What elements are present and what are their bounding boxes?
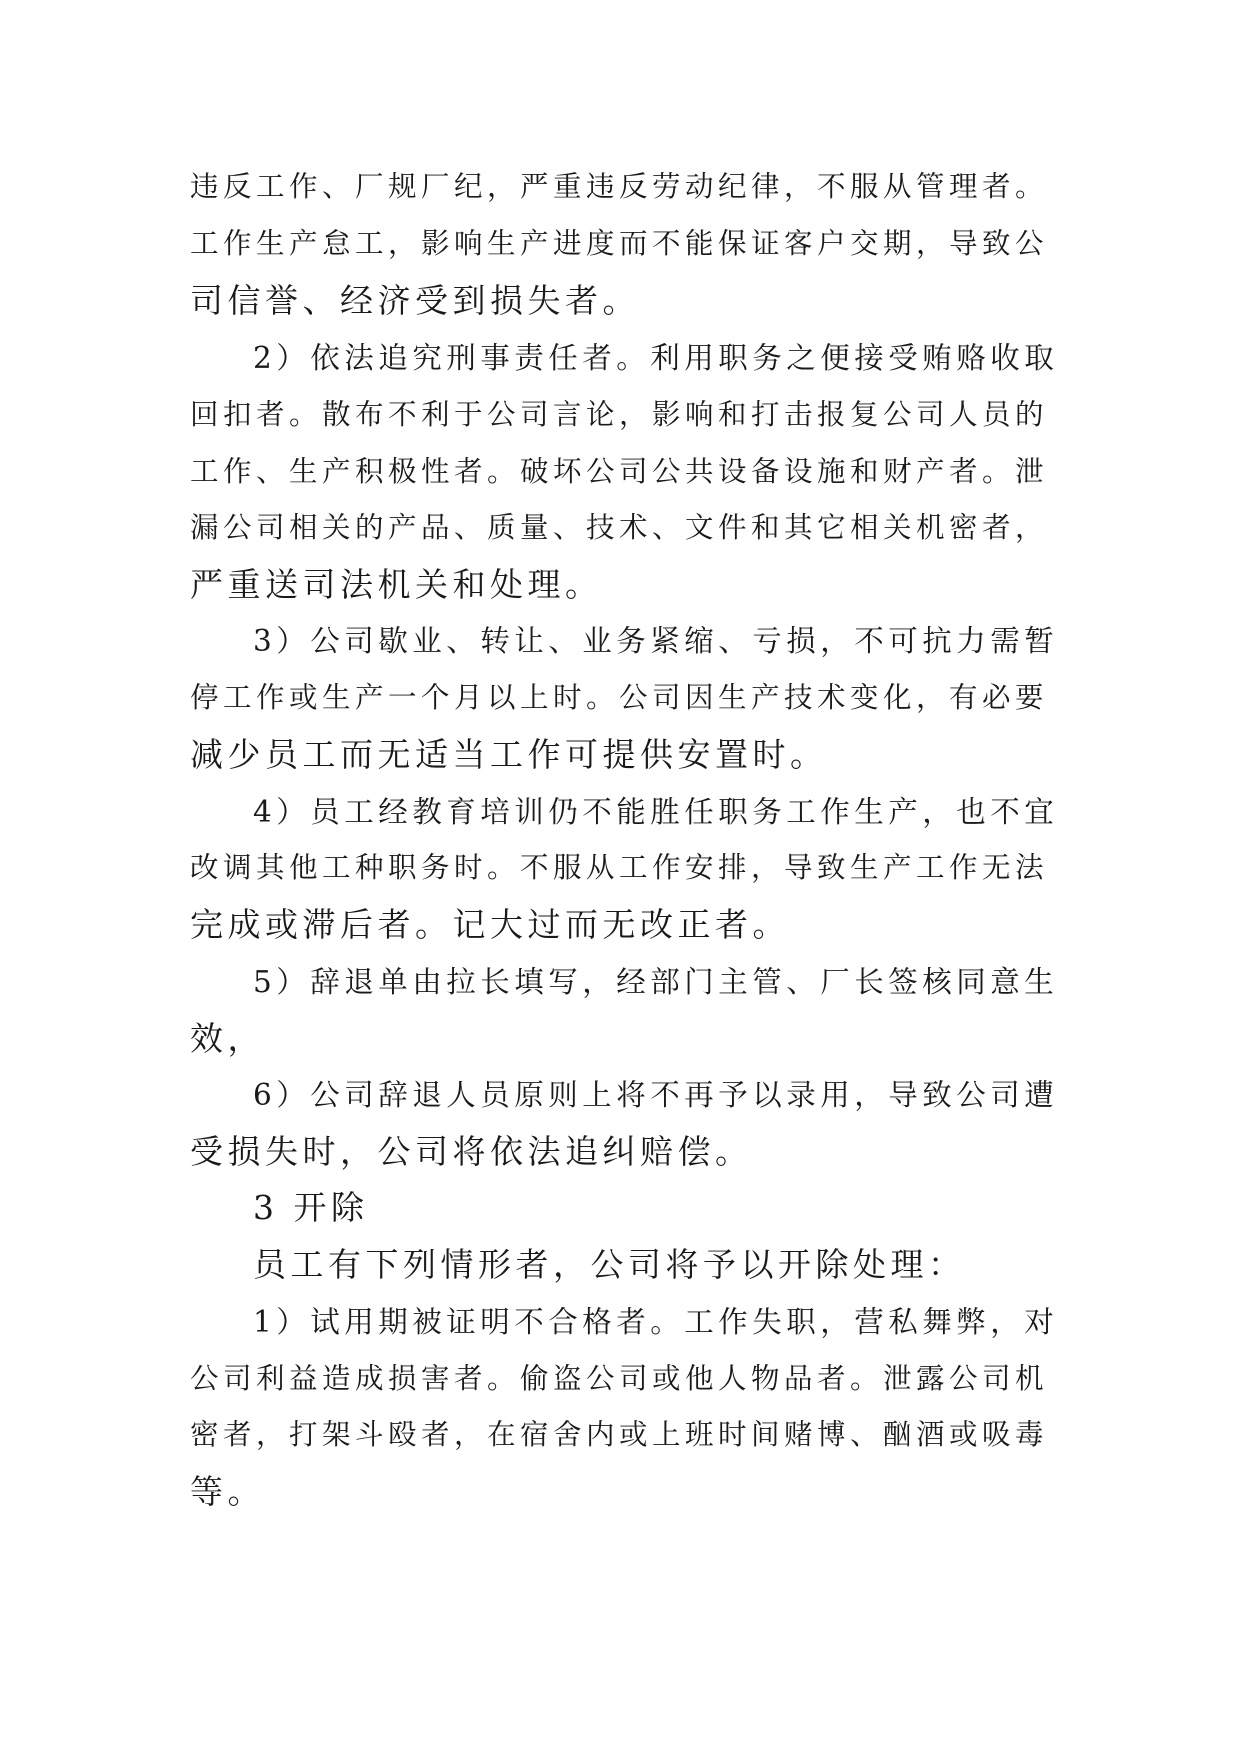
text-line: 6）公司辞退人员原则上将不再予以录用，导致公司遭 [253, 1078, 1059, 1112]
text-line: 违反工作、厂规厂纪，严重违反劳动纪律，不服从管理者。 [190, 170, 1049, 203]
text-line: 漏公司相关的产品、质量、技术、文件和其它相关机密者， [190, 511, 1049, 544]
text-line: 3）公司歇业、转让、业务紧缩、亏损，不可抗力需暂 [253, 624, 1059, 658]
text-line: 工作生产怠工，影响生产进度而不能保证客户交期，导致公 [190, 227, 1049, 260]
text-line: 密者，打架斗殴者，在宿舍内或上班时间赌博、酗酒或吸毒 [190, 1418, 1049, 1451]
text-line: 5）辞退单由拉长填写，经部门主管、厂长签核同意生 [253, 965, 1059, 999]
text-line: 回扣者。散布不利于公司言论，影响和打击报复公司人员的 [190, 398, 1049, 431]
text-line: 2）依法追究刑事责任者。利用职务之便接受贿赂收取 [253, 341, 1059, 375]
text-line: 1）试用期被证明不合格者。工作失职，营私舞弊，对 [253, 1305, 1059, 1339]
text-line: 受损失时，公司将依法追纠赔偿。 [190, 1132, 753, 1171]
text-line: 等。 [190, 1472, 265, 1511]
text-line: 员工有下列情形者，公司将予以开除处理： [253, 1245, 966, 1284]
text-line: 完成或滞后者。记大过而无改正者。 [190, 905, 790, 944]
text-line: 司信誉、经济受到损失者。 [190, 281, 640, 320]
section-heading: 3 开除 [253, 1188, 369, 1227]
text-line: 停工作或生产一个月以上时。公司因生产技术变化，有必要 [190, 681, 1049, 714]
text-line: 效， [190, 1019, 265, 1058]
text-line: 4）员工经教育培训仍不能胜任职务工作生产，也不宜 [253, 795, 1059, 829]
text-line: 工作、生产积极性者。破坏公司公共设备设施和财产者。泄 [190, 455, 1049, 488]
text-line: 公司利益造成损害者。偷盗公司或他人物品者。泄露公司机 [190, 1362, 1049, 1395]
text-line: 减少员工而无适当工作可提供安置时。 [190, 735, 828, 774]
text-line: 严重送司法机关和处理。 [190, 565, 603, 604]
text-line: 改调其他工种职务时。不服从工作安排，导致生产工作无法 [190, 851, 1049, 884]
